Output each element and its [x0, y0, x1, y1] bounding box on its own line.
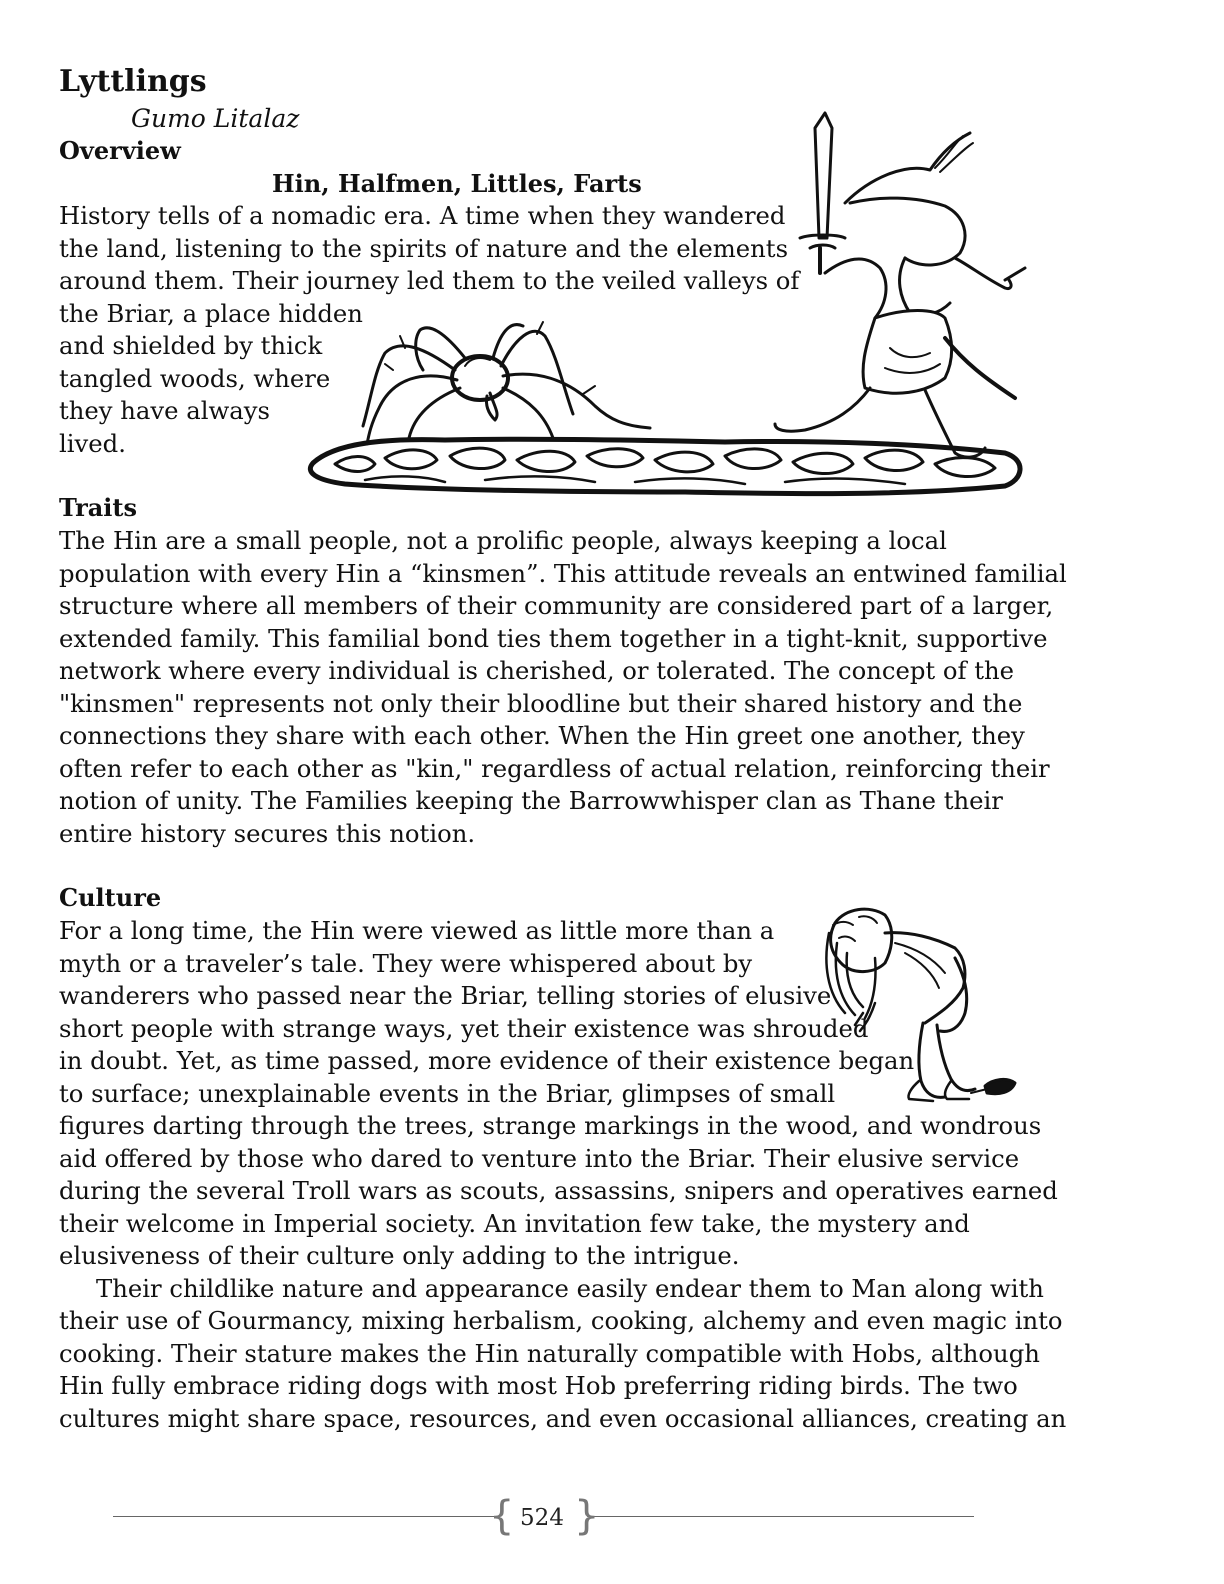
text-line: connections they share with each other. When the Hin greet one another, they: [59, 721, 1025, 750]
text-line: Their childlike nature and appearance easily endear them to Man along with: [96, 1273, 1044, 1303]
text-line: wanderers who passed near the Briar, telling stories of elusive: [59, 981, 832, 1010]
text-line: population with every Hin a “kinsmen”. This attitude reveals an entwined familial: [59, 558, 1067, 588]
footer-rule-right: [587, 1516, 974, 1517]
text-line: notion of unity. The Families keeping the Barrowwhisper clan as Thane their: [59, 786, 1003, 815]
spider-and-halfling-illustration: [305, 108, 1030, 500]
text-line: to surface; unexplainable events in the Briar, glimpses of small: [59, 1078, 836, 1108]
text-line: Hin fully embrace riding dogs with most Hob preferring riding birds. The two: [59, 1371, 1018, 1400]
text-line: often refer to each other as "kin," regardless of actual relation, reinforcing their: [59, 753, 1050, 783]
text-line: around them. Their journey led them to the veiled valleys of: [59, 266, 800, 295]
text-line: their welcome in Imperial society. An invitation few take, the mystery and: [59, 1208, 970, 1238]
overview-heading: Overview: [59, 136, 181, 165]
text-line: For a long time, the Hin were viewed as little more than a: [59, 916, 775, 945]
footer-rule-left: [113, 1516, 498, 1517]
page-number-bracket-right: }: [574, 1493, 600, 1539]
text-line: "kinsmen" represents not only their bloodline but their shared history and the: [59, 688, 1023, 718]
text-line: myth or a traveler’s tale. They were whispered about by: [59, 948, 753, 978]
text-line: History tells of a nomadic era. A time when they wandered: [59, 201, 786, 230]
text-line: and shielded by thick: [59, 331, 323, 360]
text-line: entire history secures this notion.: [59, 818, 476, 848]
text-line: elusiveness of their culture only adding to the intrigue.: [59, 1241, 740, 1270]
text-line: short people with strange ways, yet their existence was shrouded: [59, 1013, 869, 1043]
text-line: their use of Gourmancy, mixing herbalism, cooking, alchemy and even magic into: [59, 1306, 1063, 1335]
text-line: in doubt. Yet, as time passed, more evidence of their existence began: [59, 1046, 915, 1075]
hunched-figure-illustration: [815, 903, 1025, 1113]
page-number: 524: [520, 1505, 564, 1531]
overview-aliases: Hin, Halfmen, Littles, Farts: [272, 169, 642, 198]
text-line: tangled woods, where: [59, 363, 331, 393]
traits-paragraph: [59, 525, 1067, 850]
text-line: figures darting through the trees, strange markings in the wood, and wondrous: [59, 1111, 1042, 1140]
text-line: extended family. This familial bond ties them together in a tight-knit, supportive: [59, 623, 1048, 653]
page-number-bracket-left: {: [489, 1493, 515, 1539]
text-line: the land, listening to the spirits of nature and the elements: [59, 233, 789, 263]
text-line: The Hin are a small people, not a prolific people, always keeping a local: [59, 526, 947, 555]
page-title: Lyttlings: [59, 64, 207, 99]
text-line: network where every individual is cherished, or tolerated. The concept of the: [59, 656, 1015, 685]
culture-heading: Culture: [59, 883, 162, 912]
text-line: aid offered by those who dared to venture into the Briar. Their elusive service: [59, 1143, 1020, 1173]
page-subtitle: Gumo Litalaz: [131, 104, 300, 133]
text-line: during the several Troll wars as scouts, assassins, snipers and operatives earned: [59, 1176, 1058, 1205]
text-line: cultures might share space, resources, and even occasional alliances, creating an: [59, 1403, 1067, 1433]
text-line: cooking. Their stature makes the Hin naturally compatible with Hobs, although: [59, 1338, 1040, 1368]
text-line: the Briar, a place hidden: [59, 298, 363, 328]
traits-heading: Traits: [59, 493, 138, 522]
illustration-drawing: [305, 108, 1030, 500]
text-line: lived.: [59, 428, 126, 458]
text-line: structure where all members of their community are considered part of a larger,: [59, 591, 1054, 620]
illustration-drawing: [815, 903, 1025, 1113]
text-line: they have always: [59, 396, 270, 425]
